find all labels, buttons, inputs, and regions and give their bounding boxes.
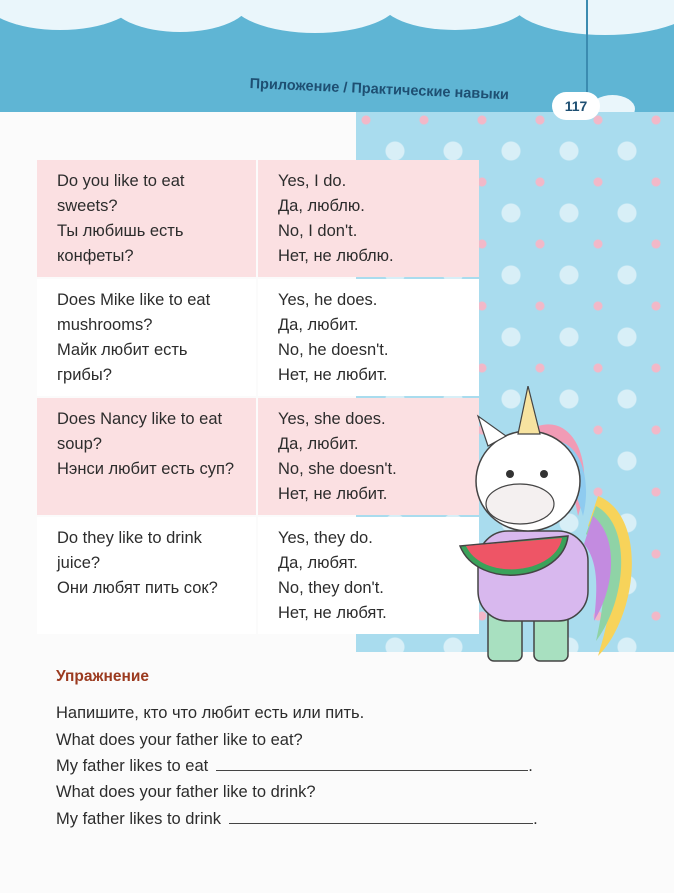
question-line: Does Mike like to eat [57, 291, 211, 309]
period: . [533, 810, 538, 828]
question-line: Does Nancy like to eat [57, 410, 223, 428]
question-line: Нэнси любит есть суп? [57, 460, 235, 478]
answer-line: No, I don't. [278, 222, 358, 240]
page-number: 117 [552, 92, 600, 120]
answer-cell [258, 517, 479, 634]
question-line: sweets? [57, 197, 118, 215]
answer-line: Да, люблю. [278, 197, 365, 215]
question-line: Майк любит есть [57, 341, 188, 359]
table-row [37, 517, 479, 634]
answer-line: Нет, не любит. [278, 366, 388, 384]
exercise-heading: Упражнение [56, 668, 149, 685]
answer-line: No, she doesn't. [278, 460, 397, 478]
cloud [230, 0, 400, 33]
exercise-answer-line [56, 810, 538, 829]
unicorn-snout [486, 484, 554, 524]
answer-prompt: My father likes to drink [56, 810, 222, 828]
question-line: Do you like to eat [57, 172, 185, 190]
table-row [37, 398, 479, 515]
answer-line: Yes, they do. [278, 529, 373, 547]
answer-line: Yes, I do. [278, 172, 347, 190]
cloud [110, 0, 250, 32]
unicorn-eye [506, 470, 514, 478]
answer-line: Yes, he does. [278, 291, 378, 309]
answer-line: No, they don't. [278, 579, 384, 597]
cloud [510, 0, 674, 35]
answer-line: Нет, не любит. [278, 485, 388, 503]
answer-line: Да, любят. [278, 554, 358, 572]
answer-cell [258, 398, 479, 515]
answer-prompt: My father likes to eat [56, 757, 209, 775]
answer-line: Да, любит. [278, 316, 359, 334]
table-row [37, 279, 479, 396]
question-cell [37, 279, 256, 396]
unicorn-eye [540, 470, 548, 478]
answer-line: Yes, she does. [278, 410, 386, 428]
phrase-table [37, 160, 479, 634]
question-line: грибы? [57, 366, 112, 384]
unicorn-horn [518, 386, 540, 434]
question-line: конфеты? [57, 247, 134, 265]
cloud [380, 0, 530, 30]
period: . [528, 757, 533, 775]
table-row [37, 160, 479, 277]
answer-cell [258, 279, 479, 396]
question-line: Ты любишь есть [57, 222, 184, 240]
question-line: mushrooms? [57, 316, 153, 334]
exercise-question: What does your father like to drink? [56, 783, 316, 801]
question-line: soup? [57, 435, 102, 453]
question-cell [37, 398, 256, 515]
exercise-instruction: Напишите, кто что любит есть или пить. [56, 704, 365, 722]
answer-blank[interactable] [216, 769, 528, 771]
answer-line: Да, любит. [278, 435, 359, 453]
unicorn-illustration [448, 386, 648, 676]
question-line: Do they like to drink [57, 529, 202, 547]
page-tab-string [586, 0, 588, 92]
exercise-question: What does your father like to eat? [56, 731, 303, 749]
section-title: Приложение / Практические навыки [249, 76, 510, 104]
question-cell [37, 517, 256, 634]
answer-cell [258, 160, 479, 277]
exercise-answer-line [56, 757, 533, 776]
answer-line: Нет, не люблю. [278, 247, 394, 265]
question-line: juice? [57, 554, 101, 572]
answer-blank[interactable] [229, 822, 533, 824]
question-cell [37, 160, 256, 277]
answer-line: Нет, не любят. [278, 604, 387, 622]
answer-line: No, he doesn't. [278, 341, 389, 359]
question-line: Они любят пить сок? [57, 579, 218, 597]
